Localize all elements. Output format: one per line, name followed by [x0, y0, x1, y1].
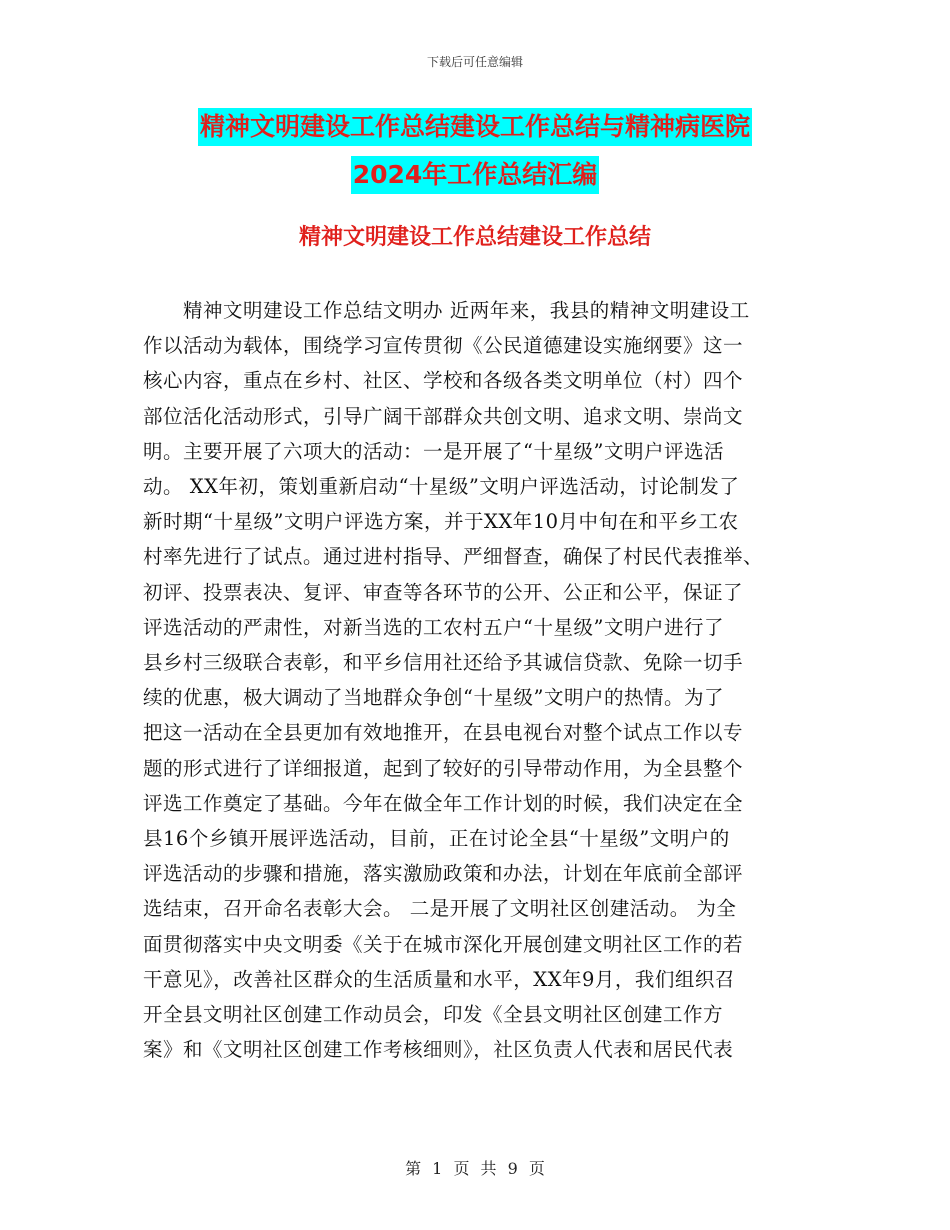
body-line: 县乡村三级联合表彰，和平乡信用社还给予其诚信贷款、免除一切手 [143, 651, 744, 675]
body-line: 新时期“十星级”文明户评选方案，并于XX年10月中旬在和平乡工农 [143, 510, 739, 534]
body-line: 选结束，召开命名表彰大会。 二是开展了文明社区创建活动。 为全 [143, 897, 737, 921]
body-line: 初评、投票表决、复评、审查等各环节的公开、公正和公平，保证了 [143, 580, 744, 604]
body-line: 县16个乡镇开展评选活动，目前，正在讨论全县“十星级”文明户的 [143, 827, 730, 851]
body-line: 部位活化活动形式，引导广阔干部群众共创文明、追求文明、崇尚文 [143, 404, 744, 428]
body-line: 案》和《文明社区创建工作考核细则》，社区负责人代表和居民代表 [143, 1038, 734, 1062]
body-line: 开全县文明社区创建工作动员会，印发《全县文明社区创建工作方 [143, 1003, 724, 1027]
body-line: 题的形式进行了详细报道，起到了较好的引导带动作用，为全县整个 [143, 756, 744, 780]
body-line: 动。 XX年初，策划重新启动“十星级”文明户评选活动，讨论制发了 [143, 475, 740, 499]
body-line: 作以活动为载体，围绕学习宣传贯彻《公民道德建设实施纲要》这一 [143, 334, 744, 358]
section-title: 精神文明建设工作总结建设工作总结 [298, 225, 651, 250]
body-line: 干意见》，改善社区群众的生活质量和水平，XX年9月，我们组织召 [143, 967, 735, 991]
page-footer: 第 1 页 共 9 页 [405, 1159, 545, 1178]
title-line-1: 精神文明建设工作总结建设工作总结与精神病医院 [198, 108, 752, 146]
title-line-2: 2024年工作总结汇编 [351, 156, 600, 194]
body-line: 精神文明建设工作总结文明办 近两年来，我县的精神文明建设工 [143, 299, 750, 322]
body-line: 评选活动的步骤和措施，落实激励政策和办法，计划在年底前全部评 [143, 862, 744, 886]
body-line: 明。主要开展了六项大的活动：一是开展了“十星级”文明户评选活 [143, 439, 724, 463]
body-line: 评选活动的严肃性，对新当选的工农村五户“十星级”文明户进行了 [143, 615, 724, 639]
body-line: 核心内容，重点在乡村、社区、学校和各级各类文明单位（村）四个 [143, 369, 744, 393]
body-text [143, 293, 811, 1067]
body-line: 评选工作奠定了基础。今年在做全年工作计划的时候，我们决定在全 [143, 791, 744, 815]
body-line: 续的优惠，极大调动了当地群众争创“十星级”文明户的热情。为了 [143, 686, 724, 710]
header-note: 下载后可任意编辑 [426, 55, 523, 69]
body-line: 把这一活动在全县更加有效地推开，在县电视台对整个试点工作以专 [143, 721, 744, 745]
body-line: 村率先进行了试点。通过进村指导、严细督查，确保了村民代表推举、 [143, 545, 764, 569]
document-title [0, 108, 950, 194]
body-line: 面贯彻落实中央文明委《关于在城市深化开展创建文明社区工作的若 [143, 932, 744, 956]
